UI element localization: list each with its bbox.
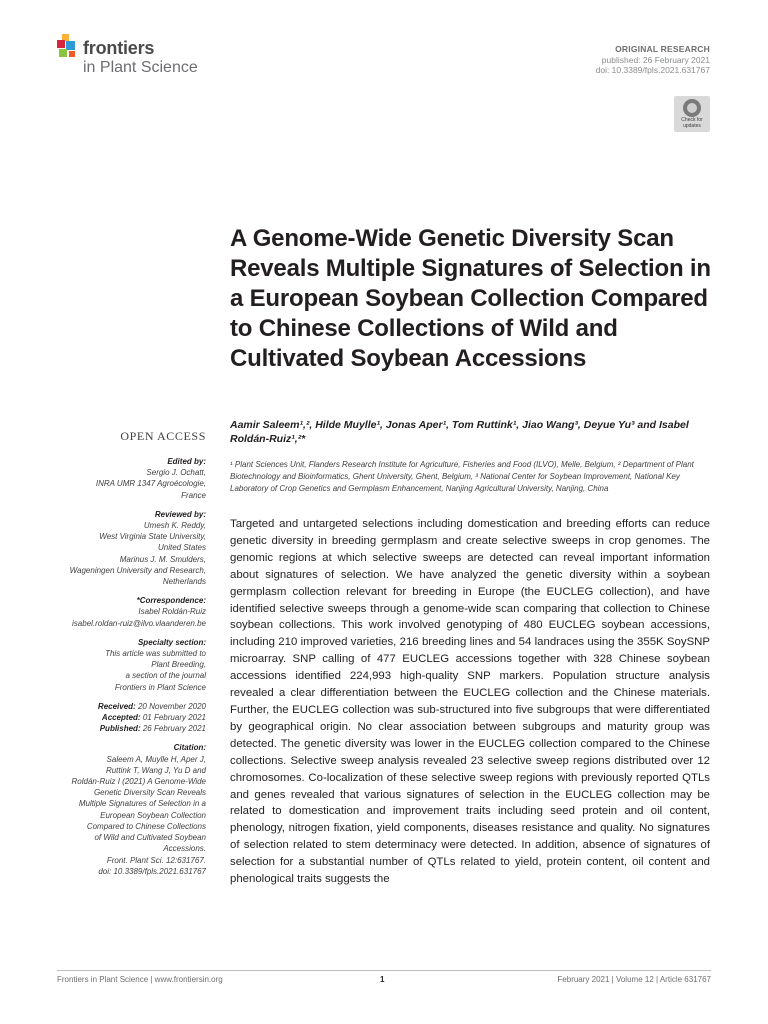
sidebar-line: Plant Breeding, [151,660,206,670]
received-date: Received: 20 November 2020 [97,701,206,711]
sidebar-line: Sergio J. Ochatt, [146,468,206,478]
footer-issue-info: February 2021 | Volume 12 | Article 631767 [557,975,711,984]
sidebar-line: Frontiers in Plant Science [114,682,206,692]
abstract-text: Targeted and untargeted selections including domestication and breeding efforts can reduce genetic diversity in breeding germplasm and create selective sweeps in crop genomes. The genomic regions at which selective sweeps are detected can reveal important information about signatures of selection. We have analyzed the genetic diversity within a soybean germplasm collection relevant for breeding in Europe (the EUCLEG collection), and have identified selective sweeps through a genome-wide scan comparing that collection to Chinese soybean collections. This work involved genotyping of 480 EUCLEG soybean accessions, including 210 improved varieties, 216 breeding lines and 54 landraces using the 355K SoySNP microarray. SNP calling of 477 EUCLEG accessions together with 328 Chinese soybean accessions identified 224,993 high-quality SNP markers. Population structure analysis revealed a clear differentiation between the EUCLEG collection and the Chinese materials. Further, the EUCLEG collection was sub-structured into five subgroups that were differentiated by geographical origin. No clear association between subgroups and maturity group was detected. The genetic diversity was lower in the EUCLEG collection compared to the Chinese collections. Selective sweep analysis revealed 23 selective sweep regions distributed over 12 chromosomes. Co-localization of these selective sweep regions with previously reported QTLs and genes revealed that various signatures of selection in the EUCLEG collection may be related to domestication and improvement traits including seed protein and oil content, phenology, nitrogen fixation, yield components, diseases resistance and quality. No signatures of selection related to stem determinacy were detected. In addition, absence of signatures of selection for a substantial number of QTLs related to yield, protein content, oil content and phenological traits suggests the [230,518,710,886]
article-doi[interactable]: doi: 10.3389/fpls.2021.631767 [595,65,710,75]
footer-journal-link[interactable]: Frontiers in Plant Science | www.frontiersin.org [57,975,223,984]
specialty-section [40,637,206,693]
check-updates-line2: updates [683,122,701,129]
article-title: A Genome-Wide Genetic Diversity Scan Reveals Multiple Signatures of Selection in a European Soybean Collection Compared to Chinese Collections of Wild and Cultivated Soybean Accessions [230,225,711,372]
article-meta [596,44,710,76]
page-number: 1 [380,975,385,984]
correspondence-section [40,595,206,629]
reviewed-by-heading: Reviewed by: [154,509,206,519]
sidebar-line: This article was submitted to [105,649,206,659]
sidebar-line: France [181,490,206,500]
sidebar-line: Ruttink T, Wang J, Yu D and [105,765,206,775]
article-type: ORIGINAL RESEARCH [615,44,710,54]
sidebar-line: United States [157,543,206,553]
sidebar-line: Saleem A, Muylle H, Aper J, [106,754,206,764]
sidebar-line: Marinus J. M. Smulders, [119,554,206,564]
sidebar-line: Umesh K. Reddy, [143,521,206,531]
citation-heading: Citation: [173,743,206,753]
sidebar-line: Wageningen University and Research, [69,565,206,575]
sidebar-line: Isabel Roldán-Ruiz [138,607,206,617]
specialty-heading: Specialty section: [137,637,206,647]
correspondence-heading: *Correspondence: [136,596,206,606]
citation-section [40,742,206,876]
correspondence-email[interactable]: isabel.roldan-ruiz@ilvo.vlaanderen.be [72,618,206,628]
sidebar-line: West Virginia State University, [99,532,206,542]
accepted-date: Accepted: 01 February 2021 [101,713,206,723]
sidebar-line: Front. Plant Sci. 12:631767. [106,855,206,865]
citation-doi[interactable]: doi: 10.3389/fpls.2021.631767 [98,866,206,876]
check-for-updates-badge[interactable] [674,96,710,132]
dates-section [40,701,206,735]
sidebar-line: Accessions. [163,844,206,854]
sidebar-line: INRA UMR 1347 Agroécologie, [95,479,206,489]
footer-divider [57,970,711,971]
sidebar-line: a section of the journal [125,671,206,681]
check-updates-line1: Check for [681,117,703,123]
sidebar-line: Roldán-Ruiz I (2021) A Genome-Wide [71,777,206,787]
sidebar-line: European Soybean Collection [100,810,206,820]
sidebar-line: Genetic Diversity Scan Reveals [93,788,206,798]
author-list: Aamir Saleem¹,², Hilde Muylle¹, Jonas Aper¹, Tom Ruttink¹, Jiao Wang³, Deyue Yu³ and Isabel Roldán-Ruiz¹,²* [230,419,689,445]
journal-name: in Plant Science [83,59,198,76]
sidebar-line: of Wild and Cultivated Soybean [94,833,206,843]
frontiers-logo-icon [57,34,79,60]
published-date-sidebar: Published: 26 February 2021 [99,724,206,734]
sidebar-line: Netherlands [162,577,206,587]
sidebar-line: Compared to Chinese Collections [86,821,206,831]
article-sidebar [40,456,206,885]
sidebar-line: Multiple Signatures of Selection in a [78,799,206,809]
brand-name: frontiers [83,38,155,58]
published-date: published: 26 February 2021 [601,54,710,65]
affiliations: ¹ Plant Sciences Unit, Flanders Research Institute for Agriculture, Fisheries and Food (ILVO), Melle, Belgium, ² Department of Plant Biotechnology and Bioinformatics, Ghent University, Ghent, Belgium, ³ National Center for Soybean Improvement, National Key Laboratory of Crop Genetics and Germplasm Enhancement, Nanjing Agricultural University, Nanjing, China [230,460,694,493]
reviewed-by-section [40,509,206,587]
open-access-label: OPEN ACCESS [120,429,206,443]
journal-logo[interactable] [57,34,227,78]
edited-by-section [40,456,206,501]
edited-by-heading: Edited by: [167,457,206,466]
